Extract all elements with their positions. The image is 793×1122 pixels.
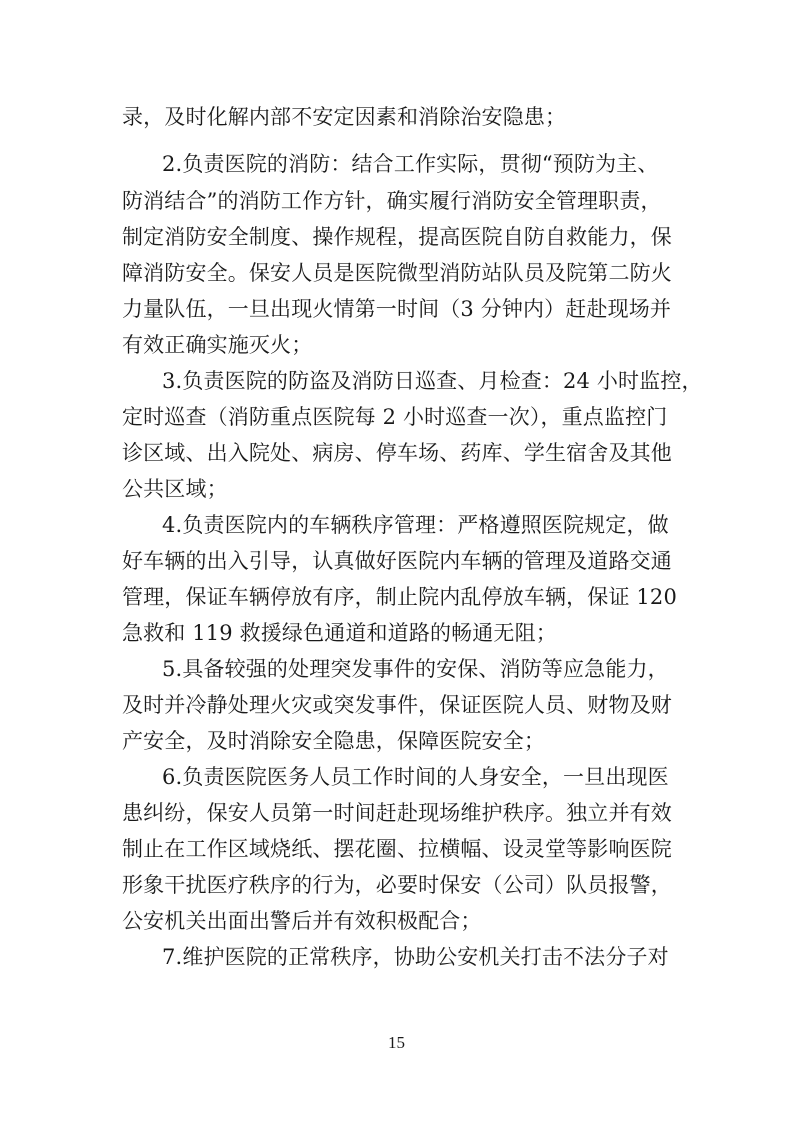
paragraph-line: 6.负责医院医务人员工作时间的人身安全，一旦出现医 [162, 765, 669, 789]
paragraph-line: 4.负责医院内的车辆秩序管理：严格遵照医院规定，做 [162, 513, 669, 537]
paragraph-line: 公安机关出面出警后并有效积极配合； [122, 909, 482, 933]
paragraph-line: 7.维护医院的正常秩序，协助公安机关打击不法分子对 [162, 945, 669, 969]
paragraph-line: 急救和 119 救援绿色通道和道路的畅通无阻； [122, 621, 557, 645]
paragraph-line: 管理，保证车辆停放有序，制止院内乱停放车辆，保证 120 [122, 585, 677, 609]
paragraph-line: 录，及时化解内部不安定因素和消除治安隐患； [122, 105, 567, 129]
paragraph-line: 障消防安全。保安人员是医院微型消防站队员及院第二防火 [122, 261, 672, 285]
paragraph-line: 及时并冷静处理火灾或突发事件，保证医院人员、财物及财 [122, 693, 672, 717]
paragraph-line: 产安全，及时消除安全隐患，保障医院安全； [122, 729, 545, 753]
paragraph-line: 制定消防安全制度、操作规程，提高医院自防自救能力，保 [122, 225, 672, 249]
paragraph-line: 2.负责医院的消防：结合工作实际，贯彻“预防为主、 [162, 152, 659, 176]
paragraph-line: 5.具备较强的处理突发事件的安保、消防等应急能力， [162, 657, 669, 681]
paragraph-line: 定时巡查（消防重点医院每 2 小时巡查一次），重点监控门 [122, 405, 668, 429]
paragraph-line: 公共区域； [122, 477, 228, 501]
paragraph-line: 3.负责医院的防盗及消防日巡查、月检查：24 小时监控， [162, 369, 703, 393]
paragraph-line: 有效正确实施灭火； [122, 333, 313, 357]
page-number: 15 [388, 1033, 405, 1052]
paragraph-line: 形象干扰医疗秩序的行为，必要时保安（公司）队员报警， [122, 873, 672, 897]
paragraph-line: 患纠纷，保安人员第一时间赶赴现场维护秩序。独立并有效 [122, 801, 672, 825]
paragraph-line: 好车辆的出入引导，认真做好医院内车辆的管理及道路交通 [122, 549, 672, 573]
paragraph-line: 防消结合”的消防工作方针，确实履行消防安全管理职责， [122, 189, 662, 213]
paragraph-line: 力量队伍，一旦出现火情第一时间（3 分钟内）赶赴现场并 [122, 297, 672, 321]
paragraph-line: 制止在工作区域烧纸、摆花圈、拉横幅、设灵堂等影响医院 [122, 837, 672, 861]
paragraph-line: 诊区域、出入院处、病房、停车场、药库、学生宿舍及其他 [122, 441, 672, 465]
